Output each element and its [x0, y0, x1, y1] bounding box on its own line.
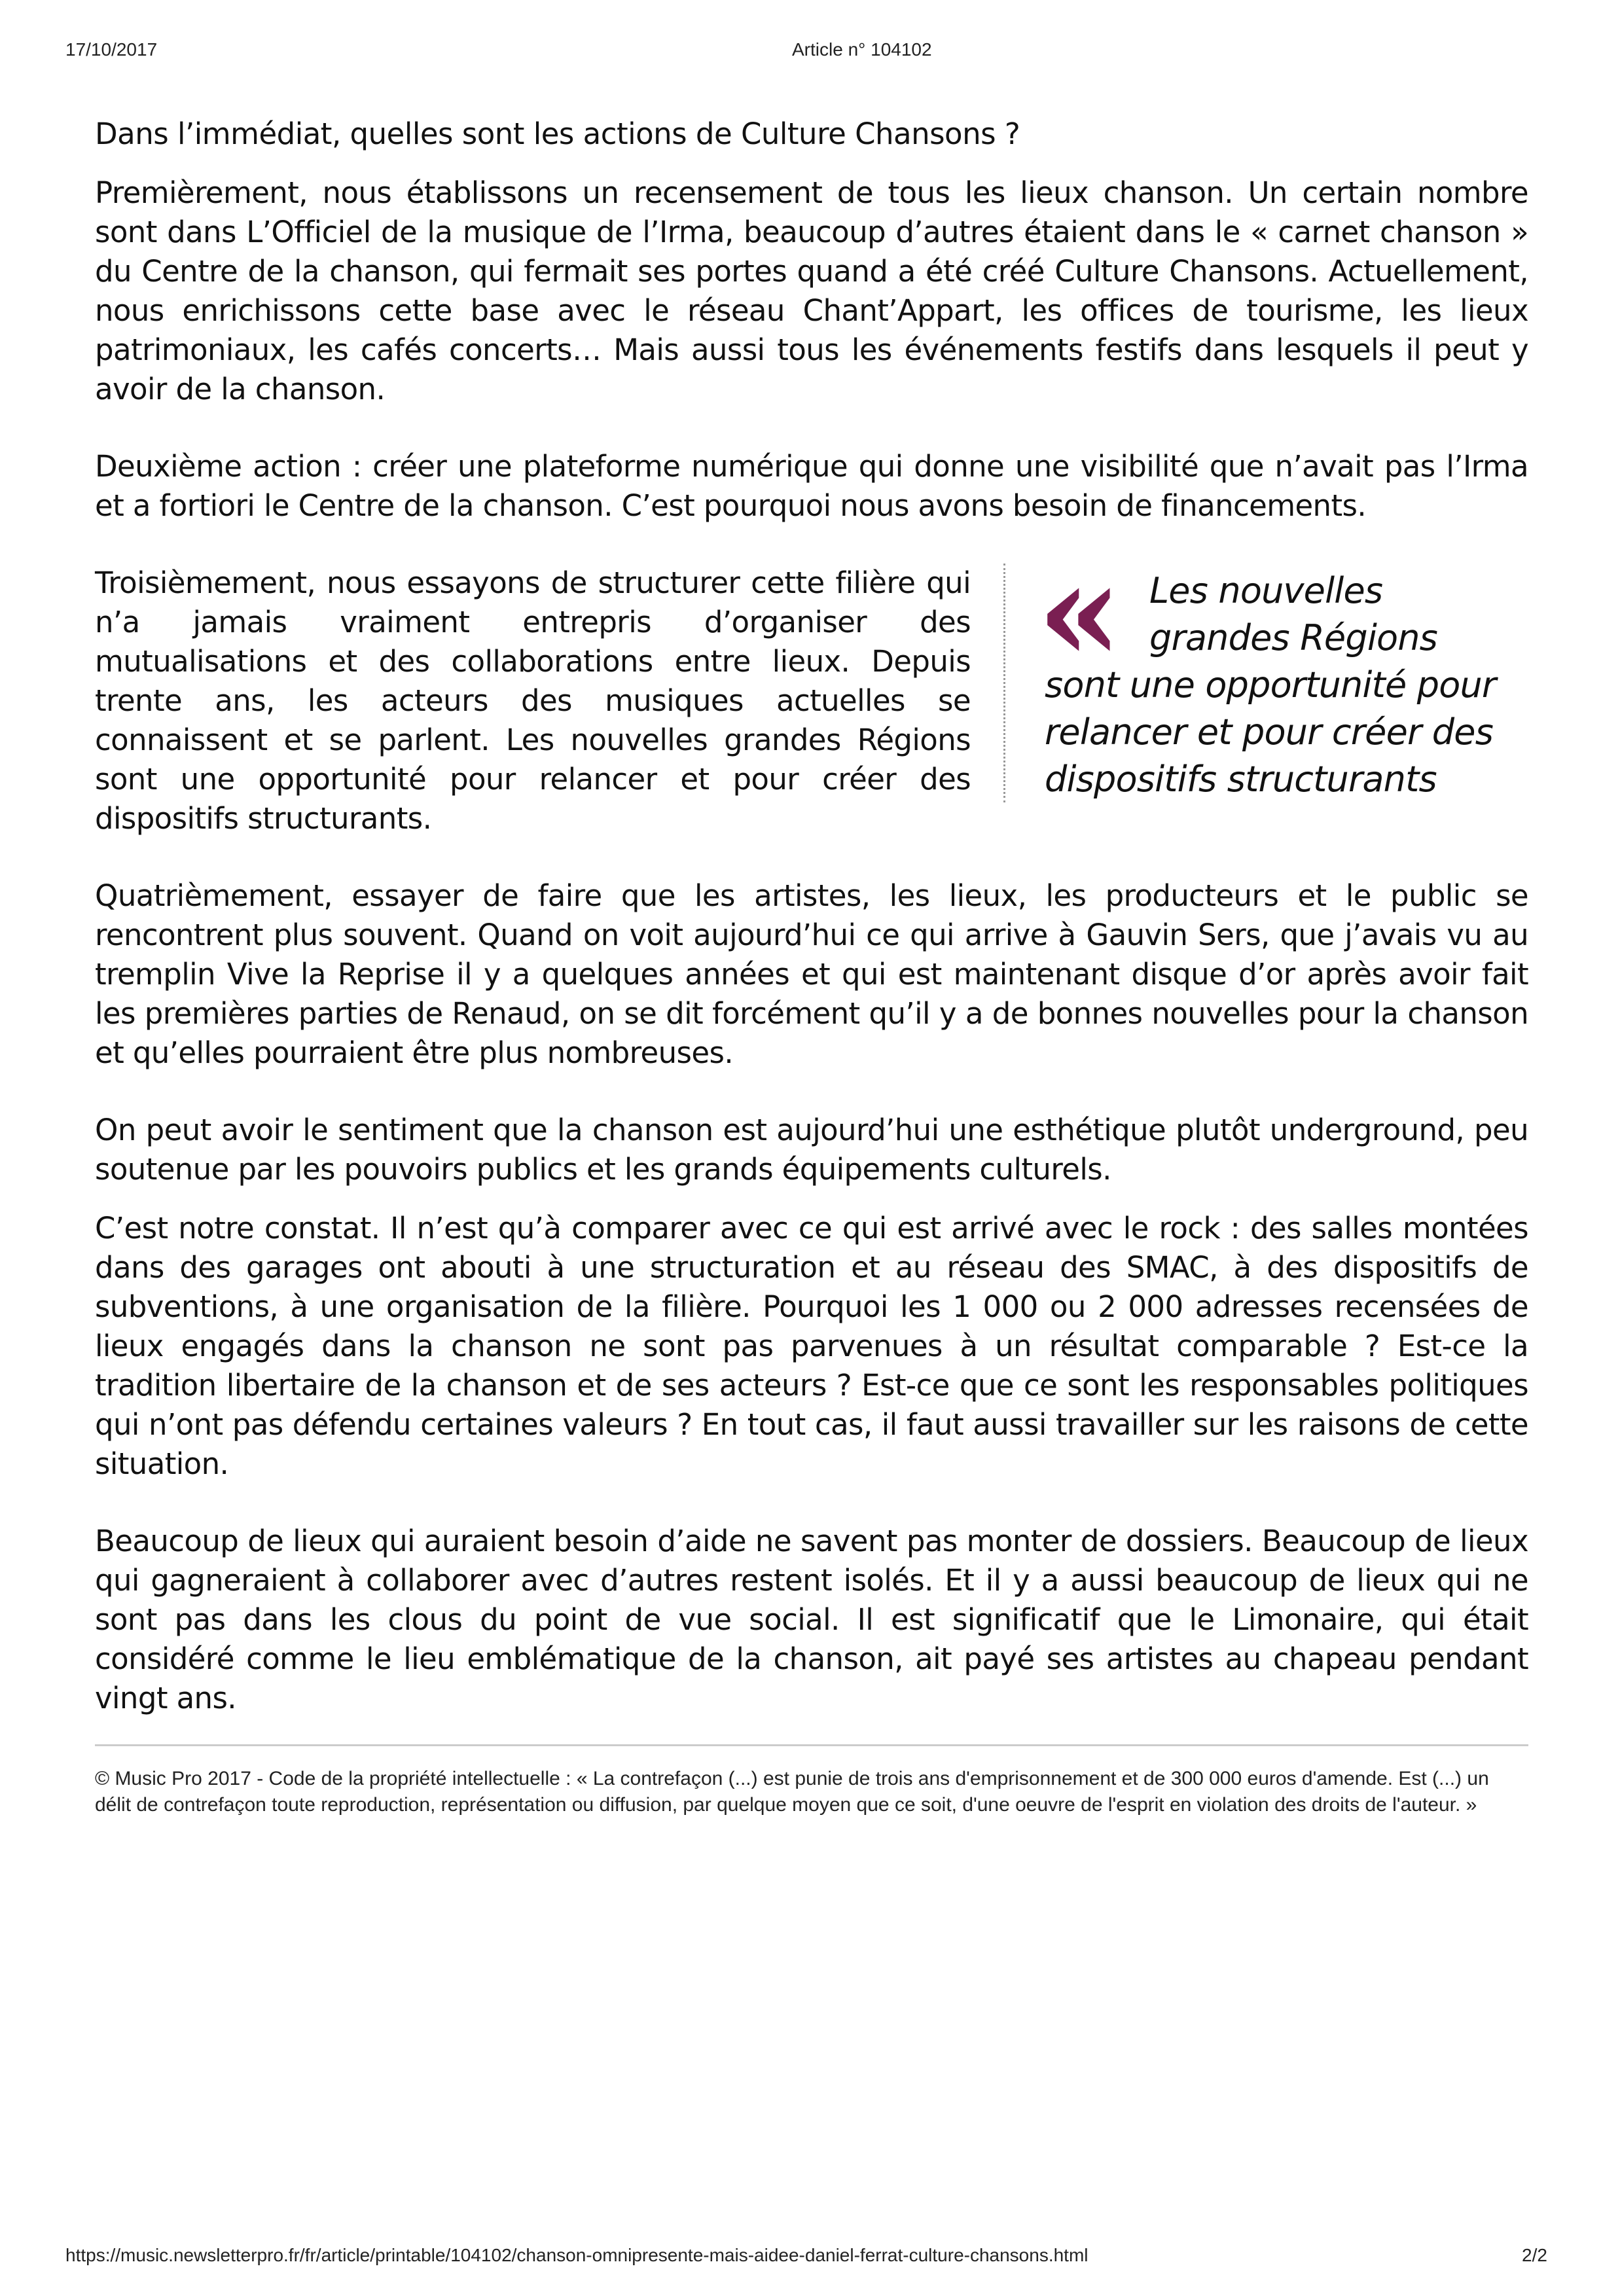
- pull-quote-line-1: Les nouvelles: [1149, 570, 1383, 611]
- article-body: [95, 108, 1528, 1838]
- paragraph-6: C’est notre constat. Il n’est qu’à comparer avec ce qui est arrivé avec le rock : des salles montées dans des garages ont abouti à une structuration et au réseau des SMAC, à des dispositifs de subventions, à une organisation de la filière. Pourquoi les 1 000 ou 2 000 adresses recensées de lieux engagés dans la chanson ne sont pas parvenues à un résultat comparable ? Est-ce la tradition libertaire de la chanson et de ses acteurs ? Est-ce que ce sont les responsables politiques qui n’ont pas défendu certaines valeurs ? En tout cas, il faut aussi travailler sur les raisons de cette situation.: [95, 1211, 1528, 1481]
- paragraph-2: Deuxième action : créer une plateforme numérique qui donne une visibilité que n’avait pas l’Irma et a fortiori le Centre de la chanson. C’est pourquoi nous avons besoin de financements.: [95, 449, 1528, 523]
- copyright-notice: © Music Pro 2017 - Code de la propriété intellectuelle : « La contrefaçon (...) est punie de trois ans d'emprisonnement et de 300 000 euros d'amende. Est (...) un délit de contrefaçon toute reproduction, représentation ou diffusion, par quelque moyen que ce soit, d'une oeuvre de l'esprit en violation des droits de l'auteur. »: [95, 1768, 1489, 1816]
- pull-quote-line-2: grandes Régions: [1149, 617, 1438, 658]
- paragraph-4: Quatrièmement, essayer de faire que les artistes, les lieux, les producteurs et le public se rencontrent plus souvent. Quand on voit aujourd’hui ce qui arrive à Gauvin Sers, que j’avais vu au tremplin Vive la Reprise il y a quelques années et qui est maintenant disque d’or après avoir fait les premières parties de Renaud, on se dit forcément qu’il y a de bonnes nouvelles pour la chanson et qu’elles pourraient être plus nombreuses.: [95, 878, 1528, 1070]
- paragraph-1: Premièrement, nous établissons un recensement de tous les lieux chanson. Un certain nombre sont dans L’Officiel de la musique de l’Irma, beaucoup d’autres étaient dans le « carnet chanson » du Centre de la chanson, qui fermait ses portes quand a été créé Culture Chansons. Actuellement, nous enrichissons cette base avec le réseau Chant’Appart, les offices de tourisme, les lieux patrimoniaux, les cafés concerts… Mais aussi tous les événements festifs dans lesquels il peut y avoir de la chanson.: [95, 175, 1528, 406]
- interview-question: Dans l’immédiat, quelles sont les actions de Culture Chansons ?: [95, 117, 1020, 151]
- page-number: 2/2: [1522, 2245, 1547, 2265]
- print-url: https://music.newsletterpro.fr/fr/article/printable/104102/chanson-omnipresente-mais-aidee-daniel-ferrat-culture-chansons.html: [65, 2245, 1089, 2265]
- paragraph-with-pull-quote: [95, 531, 1528, 838]
- paragraph-3: Troisièmement, nous essayons de structurer cette filière qui n’a jamais vraiment entrepris d’organiser des mutualisations et des collaborations entre lieux. Depuis trente ans, les acteurs des musiques actuelles se connaissent et se parlent. Les nouvelles grandes Régions sont une opportunité pour relancer et pour créer des dispositifs structurants.: [95, 565, 971, 836]
- footer-divider: [95, 1744, 1528, 1746]
- paragraph-7: Beaucoup de lieux qui auraient besoin d’aide ne savent pas monter de dossiers. Beaucoup de lieux qui gagneraient à collaborer avec d’autres restent isolés. Et il y a aussi beaucoup de lieux qui ne sont pas dans les clous du point de vue social. Il est significatif que le Limonaire, qui était considéré comme le lieu emblématique de la chanson, ait payé ses artistes au chapeau pendant vingt ans.: [95, 1524, 1528, 1715]
- pull-quote-rest: sont une opportunité pour relancer et pour créer des dispositifs structurants: [1045, 664, 1496, 800]
- paragraph-5: On peut avoir le sentiment que la chanson est aujourd’hui une esthétique plutôt underground, peu soutenue par les pouvoirs publics et les grands équipements culturels.: [95, 1113, 1528, 1187]
- quote-mark-icon: «: [1037, 531, 1123, 692]
- pull-quote: [1003, 531, 1503, 802]
- print-article-number: Article n° 104102: [792, 39, 932, 60]
- print-date: 17/10/2017: [65, 39, 158, 60]
